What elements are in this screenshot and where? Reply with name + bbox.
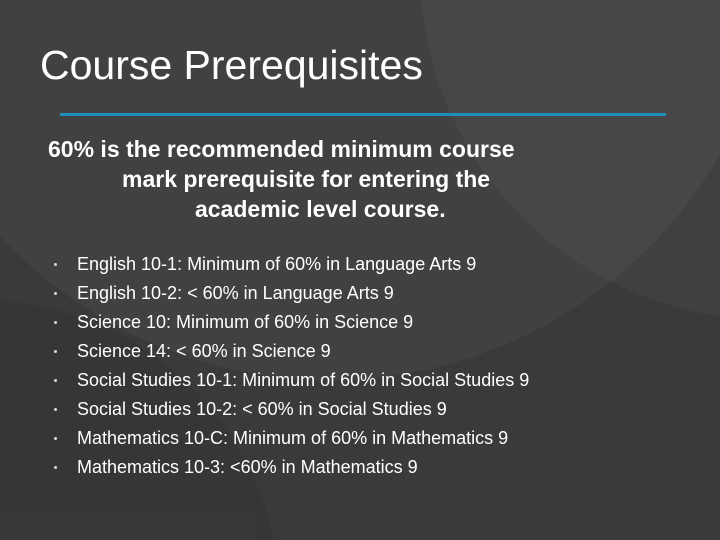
list-item-text: Social Studies 10-2: < 60% in Social Studies 9: [77, 399, 447, 419]
list-item-text: English 10-1: Minimum of 60% in Language Arts 9: [77, 254, 477, 274]
bullet-icon: [54, 466, 57, 469]
slide-title: Course Prerequisites: [40, 42, 423, 88]
lead-line: academic level course.: [195, 196, 446, 222]
list-item-text: Social Studies 10-1: Minimum of 60% in Social Studies 9: [77, 370, 530, 390]
list-item-text: Science 14: < 60% in Science 9: [77, 341, 331, 361]
lead-paragraph: [40, 134, 660, 224]
bullet-icon: [54, 321, 57, 324]
lead-line: mark prerequisite for entering the: [122, 166, 491, 192]
bullet-icon: [54, 408, 57, 411]
title-underline: [60, 113, 666, 116]
list-item-text: English 10-2: < 60% in Language Arts 9: [77, 283, 394, 303]
lead-line: 60% is the recommended minimum course: [48, 136, 515, 162]
bullet-icon: [54, 350, 57, 353]
list-item-text: Mathematics 10-3: <60% in Mathematics 9: [77, 457, 418, 477]
bullet-icon: [54, 379, 57, 382]
bullet-icon: [54, 263, 57, 266]
bullet-icon: [54, 437, 57, 440]
bullet-icon: [54, 292, 57, 295]
list-item-text: Science 10: Minimum of 60% in Science 9: [77, 312, 414, 332]
list-item-text: Mathematics 10-C: Minimum of 60% in Mathematics 9: [77, 428, 509, 448]
